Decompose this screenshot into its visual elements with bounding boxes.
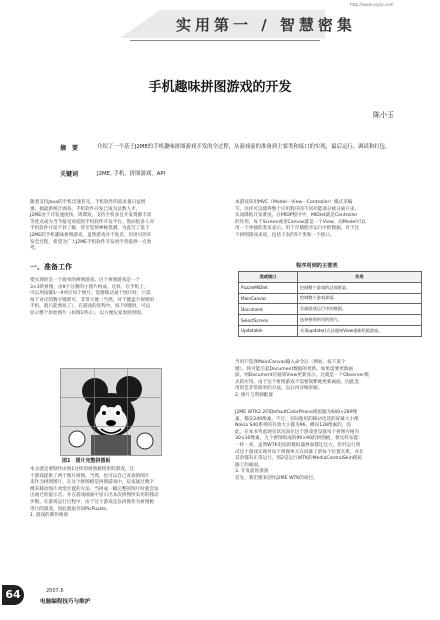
section-heading: 实用第一 / 智慧密集	[176, 16, 356, 34]
text-line: 用的是非常简单的方法，以后再详细讲解。	[235, 386, 323, 392]
text-line: 的作用，每个Screen或者Canvas就是一个View，而Model可以	[235, 219, 366, 225]
text-line: 显示整个原始图片（如图1所示），以方便玩家参照原图。	[30, 310, 146, 316]
text-line: 面，则Document应通知View更新显示，这就是一个Observer模	[235, 373, 369, 379]
text-line: 其余都有正常运行。图2是运行WTK的MediaControlSkin模拟	[235, 456, 362, 462]
text-line: 式的应用。由于这个拼图游戏不需要频繁地更新画面，因此选	[235, 379, 360, 385]
text-line: 3. 开发前的准备	[235, 469, 269, 475]
text-line: 键来移动图片改变位置的方法，当拼成一幅完整的图片时就会发	[30, 486, 159, 492]
text-line: 试这个游戏实现对每个拼图单元在屏幕上的每个位置关系，并在	[235, 449, 364, 455]
classes-table	[238, 271, 422, 337]
text-line: 步数。在游戏运行过程中，由于这个游戏是以拼图作为拼图板	[30, 499, 155, 505]
config-paragraph	[235, 410, 423, 483]
text-line: 1. 游戏的制作规划	[30, 513, 69, 519]
source-url: http://www.cqvip.com	[350, 2, 394, 7]
table-cell: PuzzleMIDlet	[239, 282, 298, 293]
text-line: 要实现的是一个简单的拼图游戏。这个拼图游戏是一个	[30, 278, 141, 283]
figure-1-caption: 图1 图片完整拼图板	[62, 458, 111, 464]
text-line: Nokia S40系列的有效大小都为96、横向128像素的，因	[235, 423, 351, 429]
text-line: 手机软件开发不甚了解，甚至觉得神秘莫测。为此写了基于	[30, 226, 150, 232]
text-line: 用一个单独的类来表示。用于存储程序运行中的数据。对于这	[235, 226, 360, 232]
table-cell: 绘制整个游戏界面。	[298, 293, 422, 304]
text-line: 从而降低开发难度。在MIDP程序中，MIDlet就是Controller	[235, 213, 358, 219]
text-line: 一样一来，虽然WTK里面的模拟器界面都还这大，但对运行到	[235, 442, 361, 448]
mvc-paragraph	[235, 200, 423, 240]
table-cell: Document	[239, 304, 298, 315]
text-line: 来作为拼图图片。在这个拼图板是拼图游戏中，玩家通过数字	[30, 480, 155, 486]
section-1-body	[30, 278, 220, 318]
table-row	[239, 293, 422, 304]
table-row	[239, 282, 422, 293]
section-1-heading: 一、准备工作	[30, 263, 72, 271]
text-line: 按下对应的数字键即可，非常方便（当然，对于键盘不规则的	[30, 297, 155, 303]
text-line: 当用户选择MainCanvas输入命令后（例如，按下某个	[235, 360, 346, 365]
table-cell: 实现update()方法通知View重新绘画游戏。	[298, 325, 422, 336]
issue-date: 2007.6	[46, 588, 64, 594]
text-line: 此，在本书考虑现实状况而在这个游戏里设置每个拼图方格为	[235, 429, 360, 435]
table-cell: 控制整个游戏的总体框架。	[298, 282, 422, 293]
article-author: 陈小玉	[373, 111, 394, 119]
puzzle-board-figure	[60, 368, 162, 456]
table-cell: 存储游戏运行中的数据。	[298, 304, 422, 315]
text-line: 个拼图游戏来说，包括下表的5个类和一个接口。	[235, 232, 335, 238]
text-line: 个游戏提供了两个图片拼图，当然，也可以自己喜欢的图片	[30, 473, 150, 479]
text-line: J2ME WTK2.2的DefaultColorPhone模拟器为640×289像	[235, 410, 358, 415]
text-line: 进行的游戏，因此就取名叫PicPuzzle。	[30, 506, 111, 512]
table-cell: 选择拼图所用的图片。	[298, 315, 422, 326]
article-title: 手机趣味拼图游戏的开发	[148, 80, 292, 95]
text-line: 首先，我们要来创作J2ME WTK的项目。	[235, 475, 318, 481]
text-line: J2ME的手机趣味拼图游戏，虽然游戏并不复杂，但讲尽的开	[30, 232, 152, 238]
text-line: 考。	[30, 246, 40, 252]
table-cell: SelectScreen	[239, 315, 298, 326]
text-line: 写。这样可以使得整个应用程序的不同功能部分被分离开来，	[235, 206, 360, 212]
text-line: 素，模向240像素。不过，实际使用的移动电话的屏幕大小像	[235, 416, 359, 422]
observer-paragraph	[235, 360, 423, 400]
abstract-label: 摘 要	[60, 145, 79, 152]
text-line: 发全过程，希望为广大J2ME手机软件开发初学者提供一点参	[30, 239, 152, 245]
text-line: 键），将可能引起Document数据的更新。如果需要更新画	[235, 366, 353, 372]
text-line: 出通过的提示音。并在游戏画面中显示出本次拼图所采用的移动	[30, 493, 159, 499]
text-line: 本游戏采用MVC（Model－View－Controller）模式来编	[235, 200, 353, 205]
page-number: 64	[2, 585, 24, 605]
table-caption: 程序用到的主要类	[296, 263, 338, 269]
intro-paragraph	[30, 200, 220, 253]
text-line: 本文就是要制作由图1这样的拼图板组形的游戏。这	[30, 467, 134, 472]
text-line: 强，据最新统计调查，手机软件开发已成为总数人才。	[30, 206, 141, 212]
text-line: J2ME由于开发速度快、周期短，支持手机多且开发资源丰富	[30, 213, 152, 219]
table-row	[239, 325, 422, 336]
table-row	[239, 304, 422, 315]
text-line: 2. 图片与资源配置	[235, 392, 274, 398]
text-line: 3×3的拼图，由9个分割的小图片构成。这样，在手机上，	[30, 284, 149, 290]
magazine-name: 电脑编程技巧与维护	[40, 599, 91, 605]
table-header-cell: 作用	[298, 272, 422, 283]
abstract-text: 介绍了一个基于J2ME的手机趣味拼图游戏开发的全过程，从游戏前的准备到主要类和接口的实现，最后运行、调试和打包。	[97, 144, 391, 150]
table-header-cell: 类或接口	[239, 272, 298, 283]
text-line: 器上的画面。	[235, 462, 263, 468]
text-line: 手机，就只能委屈了）。在游戏的进程中，按下0键时，可以	[30, 304, 151, 310]
table-row	[239, 315, 422, 326]
header-divider	[130, 40, 320, 41]
text-line: 30×30像素，九个拼图组成的90×90的拼图板，要这样布置：	[235, 436, 363, 442]
keywords-label: 关键词	[60, 171, 79, 178]
table-cell: MainCanvas	[239, 293, 298, 304]
keywords-text: J2ME, 手机，拼图游戏，API	[97, 171, 166, 177]
text-line: 等优点成为当今最受欢迎的手机软件开发平台。然而很多人对	[30, 219, 155, 225]
table-cell: Updatable	[239, 325, 298, 336]
text-line: 可以用按键1～9对应每个图片，需要移动某个图片时，只需	[30, 291, 151, 297]
table-header-row	[239, 272, 422, 283]
text-line: 随着支持Java的手机迅速普及，手机软件的需求量日益增	[30, 200, 146, 205]
figure-discussion	[30, 467, 220, 520]
